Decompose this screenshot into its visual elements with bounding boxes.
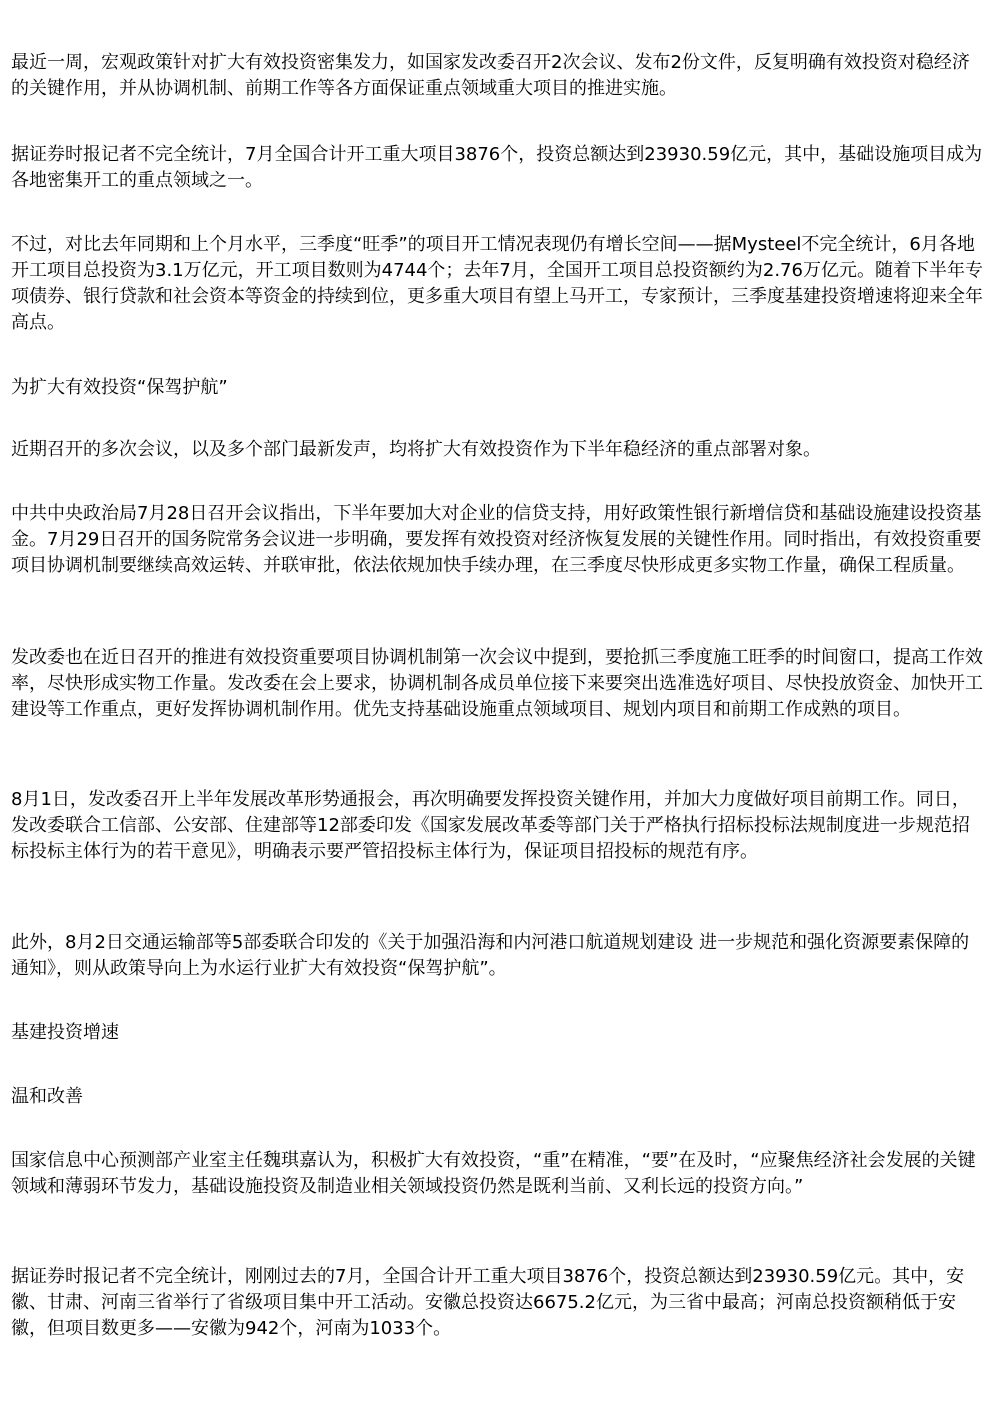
paragraph-ndrc-mechanism: 发改委也在近日召开的推进有效投资重要项目协调机制第一次会议中提到，要抢抓三季度施工旺季的时间窗口，提高工作效率，尽快形成实物工作量。发改委在会上要求，协调机制各成员单位接下来要突出选准选好项目、尽快投放资金、加快开工建设等工作重点，更好发挥协调机制作用。优先支持基础设施重点领域项目、规划内项目和前期工作成熟的项目。 (11, 647, 983, 720)
paragraph-august-2: 此外，8月2日交通运输部等5部委联合印发的《关于加强沿海和内河港口航道规划建设 进一步规范和强化资源要素保障的通知》，则从政策导向上为水运行业扩大有效投资“保驾护航”。 (11, 932, 970, 979)
section-heading-escort: 为扩大有效投资“保驾护航” (11, 377, 228, 398)
paragraph-july-projects: 据证券时报记者不完全统计，7月全国合计开工重大项目3876个，投资总额达到23930.59亿元，其中，基础设施项目成为各地密集开工的重点领域之一。 (11, 144, 983, 191)
paragraph-comparison: 不过，对比去年同期和上个月水平，三季度“旺季”的项目开工情况表现仍有增长空间——据Mysteel不完全统计，6月各地开工项目总投资为3.1万亿元，开工项目数则为4744个；去年7月，全国开工项目总投资额约为2.76万亿元。随着下半年专项债券、银行贷款和社会资本等资金的持续到位，更多重大项目有望上马开工，专家预计，三季度基建投资增速将迎来全年高点。 (11, 234, 983, 333)
section-subheading-moderate: 温和改善 (11, 1086, 83, 1107)
paragraph-expert-view: 国家信息中心预测部产业室主任魏琪嘉认为，积极扩大有效投资，“重”在精准，“要”在及时，“应聚焦经济社会发展的关键领域和薄弱环节发力，基础设施投资及制造业相关领域投资仍然是既利当前、又利长远的投资方向。” (11, 1150, 976, 1197)
paragraph-august-1: 8月1日，发改委召开上半年发展改革形势通报会，再次明确要发挥投资关键作用，并加大力度做好项目前期工作。同日，发改委联合工信部、公安部、住建部等12部委印发《国家发展改革委等部门关于严格执行招标投标法规制度进一步规范招标投标主体行为的若干意见》，明确表示要严管招投标主体行为，保证项目招投标的规范有序。 (11, 789, 970, 862)
paragraph-politburo: 中共中央政治局7月28日召开会议指出，下半年要加大对企业的信贷支持，用好政策性银行新增信贷和基础设施建设投资基金。7月29日召开的国务院常务会议进一步明确，要发挥有效投资对经济恢复发展的关键性作用。同时指出，有效投资重要项目协调机制要继续高效运转、并联审批，依法依规加快手续办理，在三季度尽快形成更多实物工作量，确保工程质量。 (11, 503, 982, 576)
paragraph-intro: 最近一周，宏观政策针对扩大有效投资密集发力，如国家发改委召开2次会议、发布2份文件，反复明确有效投资对稳经济的关键作用，并从协调机制、前期工作等各方面保证重点领域重大项目的推进实施。 (11, 52, 970, 99)
paragraph-provinces: 据证券时报记者不完全统计，刚刚过去的7月，全国合计开工重大项目3876个，投资总额达到23930.59亿元。其中，安徽、甘肃、河南三省举行了省级项目集中开工活动。安徽总投资达6675.2亿元，为三省中最高；河南总投资额稍低于安徽，但项目数更多——安徽为942个，河南为1033个。 (11, 1266, 965, 1339)
section-heading-infrastructure: 基建投资增速 (11, 1022, 119, 1043)
paragraph-recent-meetings: 近期召开的多次会议，以及多个部门最新发声，均将扩大有效投资作为下半年稳经济的重点部署对象。 (11, 439, 821, 460)
